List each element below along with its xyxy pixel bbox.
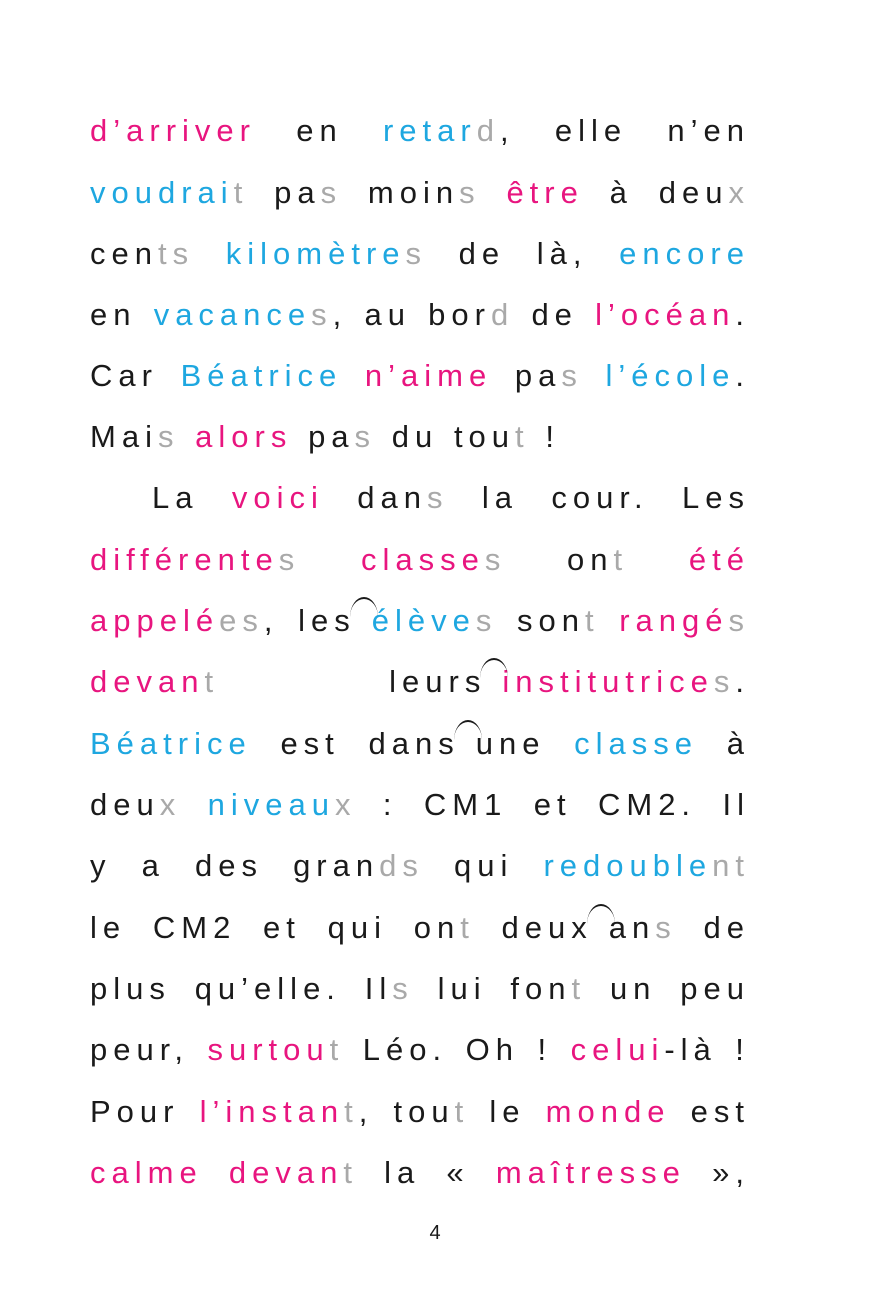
word: font bbox=[510, 971, 587, 1006]
word: alors bbox=[195, 419, 293, 454]
word: l’école. bbox=[605, 358, 750, 393]
word: l’océan. bbox=[595, 297, 750, 332]
word: Pour bbox=[90, 1094, 180, 1129]
word: et bbox=[533, 787, 572, 822]
liaison-mark bbox=[484, 658, 504, 678]
word: niveaux bbox=[207, 787, 357, 822]
word: pas bbox=[274, 175, 343, 210]
word: un bbox=[609, 971, 657, 1006]
word: Léo. bbox=[362, 1032, 448, 1067]
word: encore bbox=[619, 236, 750, 271]
word: sont bbox=[516, 603, 600, 638]
word: le bbox=[90, 910, 127, 945]
word: différentes bbox=[90, 542, 301, 577]
word: d’arriver bbox=[90, 113, 256, 148]
word: à bbox=[609, 175, 633, 210]
word: de bbox=[703, 910, 750, 945]
word: être bbox=[506, 175, 584, 210]
text-line-9 bbox=[90, 596, 750, 646]
word: pas bbox=[308, 419, 377, 454]
word: ont bbox=[413, 910, 475, 945]
word: le bbox=[489, 1094, 526, 1129]
word: dans bbox=[357, 480, 449, 515]
word: peu bbox=[680, 971, 750, 1006]
word: n’en bbox=[667, 113, 750, 148]
word: de bbox=[531, 297, 578, 332]
word: est bbox=[280, 726, 340, 761]
word: devant bbox=[228, 1155, 358, 1190]
word: qu’elle. bbox=[194, 971, 341, 1006]
word: des bbox=[194, 848, 263, 883]
liaison-mark bbox=[591, 904, 611, 924]
word: grands bbox=[293, 848, 424, 883]
word: calme bbox=[90, 1155, 203, 1190]
word: en bbox=[296, 113, 343, 148]
text-line-16 bbox=[90, 1025, 750, 1075]
word: Oh bbox=[465, 1032, 519, 1067]
word: de bbox=[458, 236, 506, 271]
word: dans une bbox=[369, 726, 546, 762]
word: à bbox=[726, 726, 750, 761]
word: classe bbox=[574, 726, 699, 761]
word: Les bbox=[681, 480, 750, 515]
word: Béatrice bbox=[180, 358, 343, 393]
word: cents bbox=[90, 236, 195, 271]
text-line-3 bbox=[90, 229, 750, 279]
word: elle bbox=[554, 113, 628, 148]
word: ! bbox=[537, 1032, 553, 1067]
word: Ils bbox=[364, 971, 414, 1006]
word: rangés bbox=[619, 603, 750, 638]
word: au bbox=[364, 297, 411, 332]
text-line-2 bbox=[90, 168, 750, 218]
word: voici bbox=[231, 480, 324, 515]
word: deux ans bbox=[502, 910, 677, 946]
word: CM2. bbox=[597, 787, 697, 822]
word: la bbox=[384, 1155, 421, 1190]
word: est bbox=[690, 1094, 750, 1129]
word: », bbox=[712, 1155, 750, 1190]
text-line-13 bbox=[90, 841, 750, 891]
word: « bbox=[446, 1155, 470, 1190]
word: là, bbox=[536, 236, 588, 271]
word: bord bbox=[428, 297, 515, 332]
word: a bbox=[141, 848, 165, 883]
text-line-17 bbox=[90, 1087, 750, 1137]
word: classes bbox=[360, 542, 507, 577]
word: surtout bbox=[207, 1032, 345, 1067]
liaison-mark bbox=[458, 720, 478, 740]
word: deux bbox=[658, 175, 750, 210]
word: deux bbox=[90, 787, 182, 822]
word: appelées, bbox=[90, 603, 279, 638]
text-line-4 bbox=[90, 290, 750, 340]
word: maîtresse bbox=[495, 1155, 686, 1190]
liaison-mark bbox=[354, 597, 374, 617]
word: cour. bbox=[551, 480, 649, 515]
word: moins bbox=[367, 175, 481, 210]
text-line-10 bbox=[90, 657, 750, 707]
word: Béatrice bbox=[90, 726, 252, 761]
word: devant bbox=[90, 664, 220, 699]
word: peur, bbox=[90, 1032, 189, 1067]
word: CM2 bbox=[152, 910, 237, 945]
word: y bbox=[90, 848, 112, 883]
word: : bbox=[382, 787, 398, 822]
word: tout bbox=[393, 1094, 470, 1129]
word: en bbox=[90, 297, 137, 332]
page-number: 4 bbox=[429, 1222, 441, 1244]
word: vacances, bbox=[153, 297, 348, 332]
text-line-1 bbox=[90, 106, 750, 156]
word: Il bbox=[722, 787, 750, 822]
word: ! bbox=[735, 1032, 750, 1067]
word: et bbox=[263, 910, 301, 945]
word: retard, bbox=[382, 113, 515, 148]
word: Car bbox=[90, 358, 158, 393]
word: la bbox=[481, 480, 518, 515]
text-line-7 bbox=[90, 473, 750, 523]
word: qui bbox=[453, 848, 514, 883]
word: tout bbox=[453, 419, 530, 454]
word: leurs institutrices. bbox=[389, 664, 750, 700]
word: n’aime bbox=[364, 358, 493, 393]
word: CM1 bbox=[423, 787, 508, 822]
word: Mais bbox=[90, 419, 180, 454]
word: lui bbox=[437, 971, 487, 1006]
word: La bbox=[152, 480, 199, 515]
word: ! bbox=[545, 419, 560, 454]
word: monde bbox=[545, 1094, 671, 1129]
word: redoublent bbox=[543, 848, 750, 883]
word: voudrait bbox=[90, 175, 249, 210]
text-line-6 bbox=[90, 412, 560, 462]
word: ont bbox=[567, 542, 629, 577]
text-line-5 bbox=[90, 351, 750, 401]
word: été bbox=[688, 542, 750, 577]
word: qui bbox=[327, 910, 387, 945]
text-line-12 bbox=[90, 780, 750, 830]
word: les élèves bbox=[298, 603, 497, 639]
text-line-18 bbox=[90, 1148, 750, 1198]
text-line-15 bbox=[90, 964, 750, 1014]
word: du bbox=[391, 419, 439, 454]
text-line-11 bbox=[90, 719, 750, 769]
word: pas bbox=[514, 358, 583, 393]
word: kilomètres bbox=[225, 236, 428, 271]
text-line-8 bbox=[90, 535, 750, 585]
word: l’instant, bbox=[199, 1094, 374, 1129]
word: celui-là bbox=[570, 1032, 717, 1067]
word: plus bbox=[90, 971, 171, 1006]
text-line-14 bbox=[90, 903, 750, 953]
